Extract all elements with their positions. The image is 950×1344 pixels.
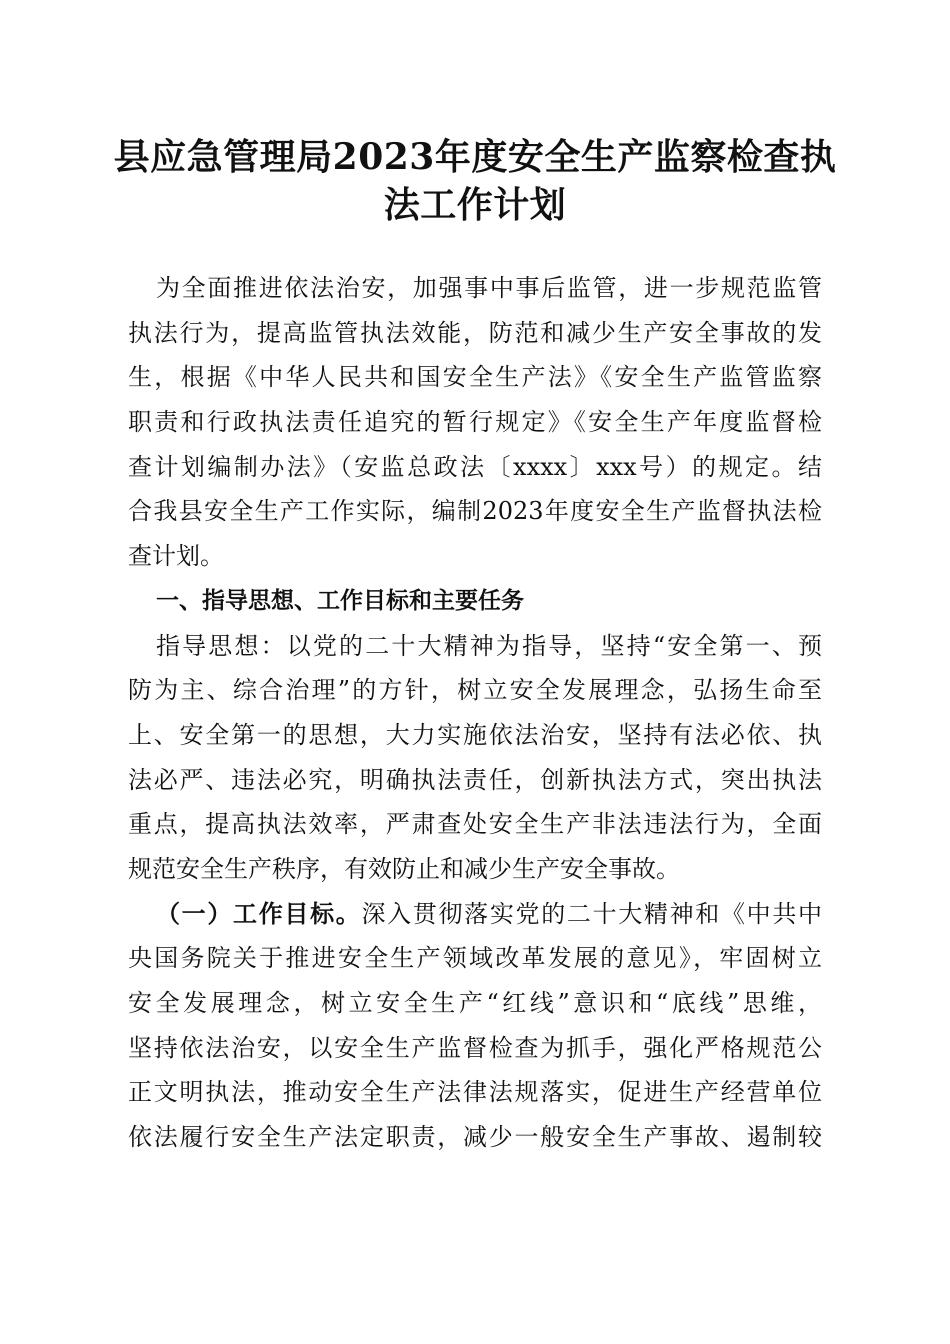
goal-first-rest: 深入贯彻落实党的二十大精神和《中共中 <box>361 899 823 928</box>
intro-line: 合我县安全生产工作实际，编制2023年度安全生产监督执法检 <box>128 497 822 526</box>
intro-line: 查计划编制办法》（安监总政法〔xxxx〕xxx号）的规定。结 <box>128 452 822 481</box>
title-line-1: 县应急管理局2023年度安全生产监察检查执 <box>113 136 837 178</box>
goal-label: （一）工作目标。 <box>156 898 362 928</box>
intro-line: 职责和行政执法责任追究的暂行规定》《安全生产年度监督检 <box>128 408 822 437</box>
intro-line: 执法行为，提高监管执法效能，防范和减少生产安全事故的发 <box>128 318 822 347</box>
section-heading: 一、指导思想、工作目标和主要任务 <box>156 587 524 614</box>
goal-line: 坚持依法治安，以安全生产监督检查为抓手，强化严格规范公 <box>128 1033 822 1062</box>
title-line-2: 法工作计划 <box>383 184 567 226</box>
goal-line: 央国务院关于推进安全生产领域改革发展的意见》，牢固树立 <box>128 944 822 973</box>
guiding-line: 规范安全生产秩序，有效防止和减少生产安全事故。 <box>128 854 680 883</box>
guiding-line: 指导思想：以党的二十大精神为指导，坚持“安全第一、预 <box>156 631 822 660</box>
intro-line: 生，根据《中华人民共和国安全生产法》《安全生产监管监察 <box>128 363 822 392</box>
document-title <box>100 133 850 229</box>
goal-line: 依法履行安全生产法定职责，减少一般安全生产事故、遏制较 <box>128 1123 822 1152</box>
intro-line: 为全面推进依法治安，加强事中事后监管，进一步规范监管 <box>156 274 822 302</box>
intro-line: 查计划。 <box>128 542 224 571</box>
guiding-line: 重点，提高执法效率，严肃查处安全生产非法违法行为，全面 <box>128 810 822 839</box>
guiding-line: 防为主、综合治理”的方针，树立安全发展理念，弘扬生命至 <box>128 676 822 705</box>
guiding-line: 法必严、违法必究，明确执法责任，创新执法方式，突出执法 <box>128 765 822 794</box>
goal-line: 安全发展理念，树立安全生产“红线”意识和“底线”思维， <box>128 989 822 1017</box>
guiding-line: 上、安全第一的思想，大力实施依法治安，坚持有法必依、执 <box>128 720 822 749</box>
goal-line: 正文明执法，推动安全生产法律法规落实，促进生产经营单位 <box>128 1078 822 1107</box>
document-body <box>128 266 822 1160</box>
goal-first-line <box>128 892 822 937</box>
